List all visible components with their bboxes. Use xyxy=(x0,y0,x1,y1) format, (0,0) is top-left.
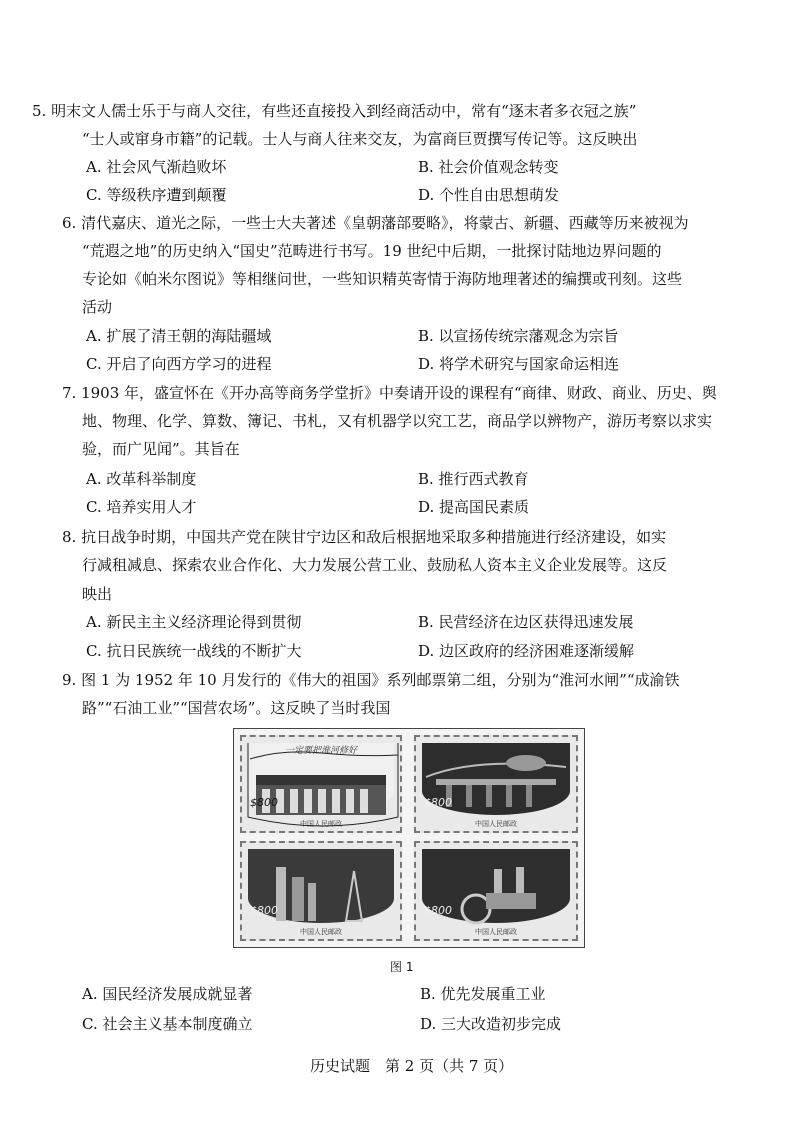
page-footer: 历史试题 第 2 页（共 7 页） xyxy=(310,1057,514,1075)
stamp-3-value: $800 xyxy=(250,904,278,917)
q7-option-a: A. 改革科举制度 xyxy=(86,470,197,488)
stamps-figure xyxy=(233,728,585,948)
stamp-4-value: $800 xyxy=(424,904,452,917)
stamp-state-farm xyxy=(414,841,578,941)
q9-option-b: B. 优先发展重工业 xyxy=(420,985,546,1003)
stamp-2-value: $800 xyxy=(424,796,452,809)
q6-option-b: B. 以宣扬传统宗藩观念为宗旨 xyxy=(418,327,619,345)
q7-stem-line3: 验，而广见闻”。其旨在 xyxy=(82,440,240,458)
q9-option-d: D. 三大改造初步完成 xyxy=(420,1015,562,1033)
q5-option-b: B. 社会价值观念转变 xyxy=(418,158,559,176)
q5-stem-line2: “士人或窜身市籍”的记载。士人与商人往来交友，为富商巨贾撰写传记等。这反映出 xyxy=(82,130,638,148)
stamp-3-caption: 中国人民邮政 xyxy=(300,928,342,936)
q5-option-d: D. 个性自由思想萌发 xyxy=(418,186,560,204)
q9-stem-line1: 9. 图 1 为 1952 年 10 月发行的《伟大的祖国》系列邮票第二组，分别为“淮河水闸”“成渝铁 xyxy=(62,671,680,689)
q5-stem-line1: 5. 明末文人儒士乐于与商人交往，有些还直接投入到经商活动中，常有“逐末者多衣冠之族” xyxy=(32,102,637,120)
q6-option-d: D. 将学术研究与国家命运相连 xyxy=(418,355,620,373)
stamp-1-title: 一定要把淮河修好 xyxy=(284,746,357,756)
stamp-huai-river-sluice xyxy=(240,735,402,833)
stamp-1-value: $800 xyxy=(250,796,278,809)
stamp-1-caption: 中国人民邮政 xyxy=(300,820,342,828)
q7-option-c: C. 培养实用人才 xyxy=(86,498,197,516)
stamp-2-caption: 中国人民邮政 xyxy=(475,820,517,828)
q5-option-a: A. 社会风气渐趋败坏 xyxy=(86,158,227,176)
q8-stem-line1: 8. 抗日战争时期，中国共产党在陕甘宁边区和敌后根据地采取多种措施进行经济建设，如实 xyxy=(62,528,667,546)
q6-stem-line1: 6. 清代嘉庆、道光之际，一些士大夫著述《皇朝藩部要略》，将蒙古、新疆、西藏等历来被视为 xyxy=(62,214,689,232)
q9-option-c: C. 社会主义基本制度确立 xyxy=(82,1015,253,1033)
q8-stem-line3: 映出 xyxy=(82,585,113,603)
q6-option-c: C. 开启了向西方学习的进程 xyxy=(86,355,272,373)
q7-stem-line1: 7. 1903 年，盛宣怀在《开办高等商务学堂折》中奏请开设的课程有“商律、财政、商业、历史、舆 xyxy=(62,384,717,402)
q8-option-d: D. 边区政府的经济困难逐渐缓解 xyxy=(418,642,635,660)
q8-stem-line2: 行减租减息、探索农业合作化、大力发展公营工业、鼓励私人资本主义企业发展等。这反 xyxy=(82,556,668,574)
q8-option-c: C. 抗日民族统一战线的不断扩大 xyxy=(86,642,302,660)
figure-caption: 图 1 xyxy=(390,960,414,974)
q8-option-b: B. 民营经济在边区获得迅速发展 xyxy=(418,613,634,631)
q9-stem-line2: 路”“石油工业”“国营农场”。这反映了当时我国 xyxy=(82,699,391,717)
q7-stem-line2: 地、物理、化学、算数、簿记、书札，又有机器学以究工艺，商品学以辨物产，游历考察以求实 xyxy=(82,412,713,430)
q5-option-c: C. 等级秩序遭到颠覆 xyxy=(86,186,227,204)
q8-option-a: A. 新民主主义经济理论得到贯彻 xyxy=(86,613,302,631)
q6-stem-line2: “荒遐之地”的历史纳入“国史”范畴进行书写。19 世纪中后期，一批探讨陆地边界问题的 xyxy=(82,242,662,260)
q6-option-a: A. 扩展了清王朝的海陆疆域 xyxy=(86,327,272,345)
stamp-petroleum-industry xyxy=(240,841,402,941)
q9-option-a: A. 国民经济发展成就显著 xyxy=(82,985,253,1003)
q6-stem-line3: 专论如《帕米尔图说》等相继问世，一些知识精英寄情于海防地理著述的编撰或刊刻。这些 xyxy=(82,270,683,288)
stamp-chengyu-railway xyxy=(414,735,578,833)
q7-option-d: D. 提高国民素质 xyxy=(418,498,530,516)
q6-stem-line4: 活动 xyxy=(82,298,113,316)
q7-option-b: B. 推行西式教育 xyxy=(418,470,529,488)
stamp-4-caption: 中国人民邮政 xyxy=(475,928,517,936)
